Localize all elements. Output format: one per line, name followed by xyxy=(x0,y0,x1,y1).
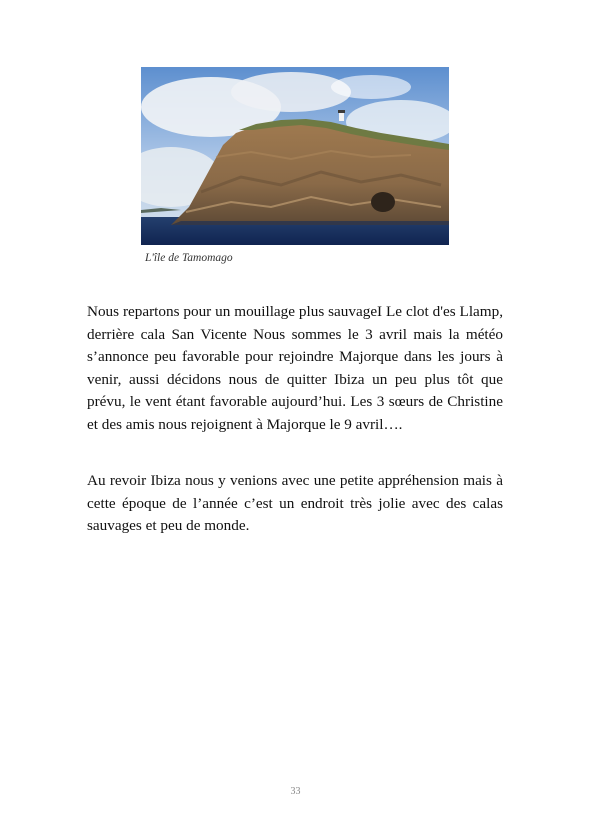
island-photo xyxy=(141,67,449,245)
photo-caption: L'île de Tamomago xyxy=(145,252,233,264)
paragraph: Nous repartons pour un mouillage plus sauvageI Le clot d'es Llamp, derrière cala San Vicente Nous sommes le 3 avril mais la météo s’annonce peu favorable pour rejoindre Majorque dans les jours à venir, aussi décidons nous de quitter Ibiza un peu plus tôt que prévu, le vent étant favorable aujourd’hui. Les 3 sœurs de Christine et des amis nous rejoignent à Majorque le 9 avril…. xyxy=(87,303,503,433)
paragraph: Au revoir Ibiza nous y venions avec une petite appréhension mais à cette époque de l’année c’est un endroit très jolie avec des calas sauvages et peu de monde. xyxy=(87,472,503,534)
page-number: 33 xyxy=(290,786,301,797)
